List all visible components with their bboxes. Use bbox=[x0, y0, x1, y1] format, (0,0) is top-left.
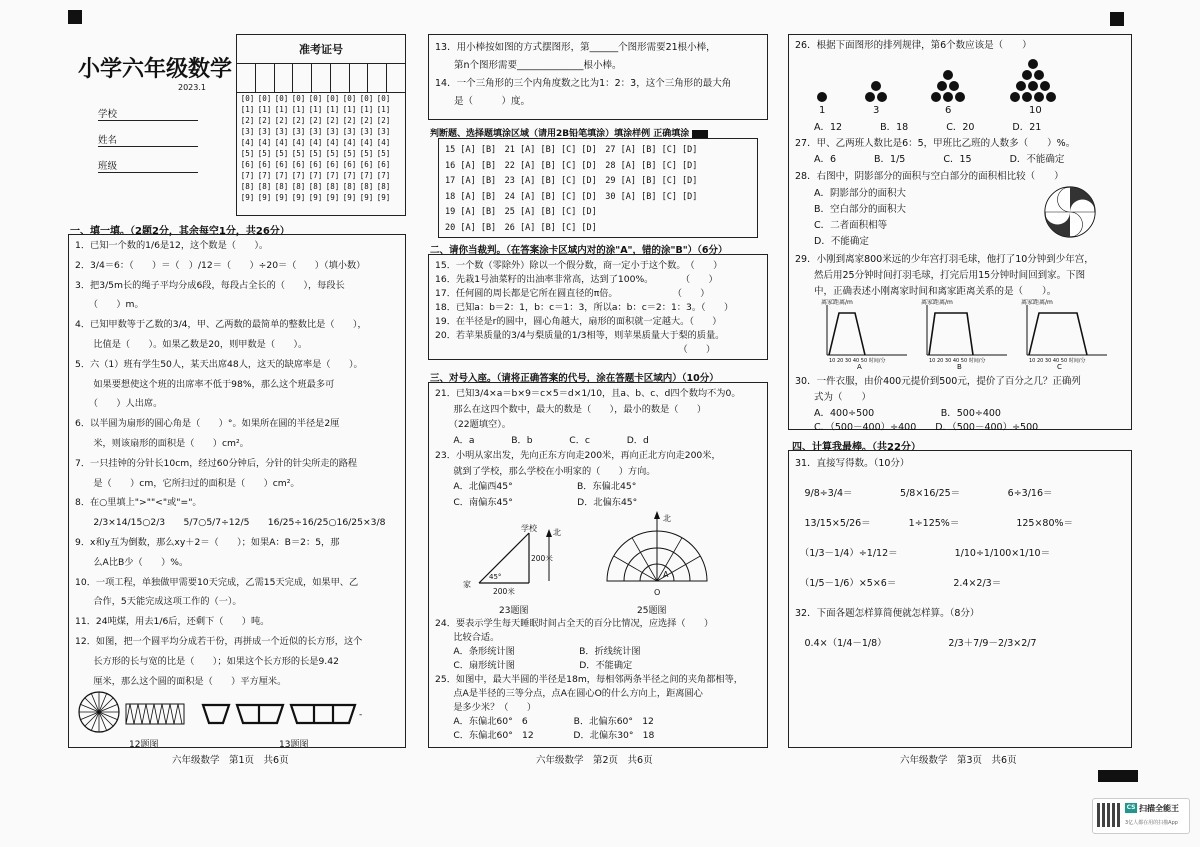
digit-bubble[interactable]: [3] bbox=[359, 127, 374, 136]
digit-bubble[interactable]: [0] bbox=[240, 94, 255, 103]
digit-bubble[interactable]: [4] bbox=[308, 138, 323, 147]
section3b-q-line-6: 点A是半径的三等分点，点A在圆心O的什么方向上，距离圆心 bbox=[435, 688, 703, 699]
digit-bubble[interactable]: [8] bbox=[257, 182, 272, 191]
ticket-bubbles[interactable] bbox=[239, 93, 392, 203]
section3b-q-line-7: 是多少米？（ ） bbox=[435, 702, 537, 713]
section1-line-6: 比值是（ ）。如果乙数是20，则甲数是（ ）。 bbox=[75, 339, 308, 350]
section3b-q-line-8: A．东偏北60° 6 B．北偏东60° 12 bbox=[435, 716, 654, 727]
dot bbox=[1028, 81, 1038, 91]
dot bbox=[865, 92, 875, 102]
digit-bubble[interactable]: [8] bbox=[376, 182, 391, 191]
dot bbox=[949, 81, 959, 91]
ticket-label: 准考证号 bbox=[237, 35, 405, 64]
section2-box bbox=[428, 254, 768, 360]
exam-date: 2023.1 bbox=[178, 83, 206, 92]
section3b-q-line-5: 25．如图中，最大半圆的半径是18m，每相邻两条半径之间的夹角都相等， bbox=[435, 674, 743, 685]
registration-mark bbox=[1110, 12, 1124, 26]
section3b-q-line-4: C．扇形统计图 D．不能确定 bbox=[435, 660, 633, 671]
digit-bubble[interactable]: [9] bbox=[291, 193, 306, 202]
digit-bubble[interactable]: [2] bbox=[291, 116, 306, 125]
digit-bubble[interactable]: [5] bbox=[376, 149, 391, 158]
section4-line-6: 32．下面各题怎样算简便就怎样算。（8分） bbox=[795, 608, 980, 619]
answer-row[interactable]: 18 [A] [B] 24 [A] [B] [C] [D] 30 [A] [B] [C] [D] bbox=[445, 191, 698, 202]
graph-ylabel-a: 离家距离/m bbox=[821, 299, 853, 306]
diagram-north: 北 bbox=[553, 528, 561, 537]
watermark-subtitle: 3亿人都在用的扫描App bbox=[1125, 820, 1178, 826]
bubble-row[interactable] bbox=[239, 148, 392, 159]
dot bbox=[931, 92, 941, 102]
registration-mark bbox=[68, 10, 82, 24]
section1-line-9: （ ）人出席。 bbox=[75, 398, 163, 410]
answer-row[interactable]: 17 [A] [B] 23 [A] [B] [C] [D] 29 [A] [B] [C] [D] bbox=[445, 176, 698, 186]
digit-bubble[interactable]: [7] bbox=[274, 171, 289, 180]
digit-bubble[interactable]: [7] bbox=[325, 171, 340, 180]
digit-bubble[interactable]: [8] bbox=[342, 182, 357, 191]
section4-line-4: （1/3－1/4）÷1/12＝ 1/10÷1/100×1/10＝ bbox=[795, 548, 1051, 559]
bubble-row[interactable] bbox=[239, 181, 392, 192]
digit-bubble[interactable]: [7] bbox=[376, 171, 391, 180]
digit-bubble[interactable]: [3] bbox=[291, 127, 306, 136]
digit-bubble[interactable]: [1] bbox=[274, 105, 289, 114]
graph-label-c: C bbox=[1057, 363, 1062, 369]
watermark-title: 扫描全能王 bbox=[1139, 804, 1179, 813]
section1b-line-2: 第n个图形需要______________根小棒。 bbox=[435, 60, 622, 71]
digit-bubble[interactable]: [3] bbox=[274, 127, 289, 136]
digit-bubble[interactable]: [4] bbox=[240, 138, 255, 147]
section2-line-6: 20．若苹果质量的3/4与梨质量的1/3相等，则苹果质量大于梨的质量。 bbox=[435, 330, 725, 341]
bubble-row[interactable] bbox=[239, 159, 392, 170]
diagram-point-a: A bbox=[663, 570, 669, 579]
section4-line-2: 9/8÷3/4＝ 5/8×16/25＝ 6÷3/16＝ bbox=[795, 488, 1053, 499]
bubble-row[interactable] bbox=[239, 104, 392, 115]
svg-text:-: - bbox=[359, 710, 363, 720]
digit-bubble[interactable]: [8] bbox=[274, 182, 289, 191]
section2-line-3: 17．任何圆的周长都是它所在圆直径的π倍。 （ ） bbox=[435, 288, 710, 299]
digit-bubble[interactable]: [7] bbox=[240, 171, 255, 180]
bubble-row[interactable] bbox=[239, 192, 392, 203]
graph-ylabel-b: 离家距离/m bbox=[921, 299, 953, 306]
answer-row[interactable]: 15 [A] [B] 21 [A] [B] [C] [D] 27 [A] [B] [C] [D] bbox=[445, 145, 698, 155]
section1b-box bbox=[428, 34, 768, 120]
digit-bubble[interactable]: [5] bbox=[257, 149, 272, 158]
digit-bubble[interactable]: [1] bbox=[308, 105, 323, 114]
question-28-option-b: B．空白部分的面积大 bbox=[795, 204, 907, 215]
digit-bubble[interactable]: [6] bbox=[291, 160, 306, 169]
section3b-q-line-2: 比较合适。 bbox=[435, 632, 500, 643]
caption-23: 23题图 bbox=[499, 606, 529, 616]
digit-bubble[interactable]: [0] bbox=[257, 94, 272, 103]
section3-title: 三、对号入座。（请将正确答案的代号，涂在答题卡区域内）（10分） bbox=[430, 373, 719, 384]
digit-bubble[interactable]: [4] bbox=[291, 138, 306, 147]
figure-13-sticks bbox=[199, 703, 399, 727]
digit-bubble[interactable]: [4] bbox=[376, 138, 391, 147]
digit-bubble[interactable]: [2] bbox=[359, 116, 374, 125]
ticket-input-row bbox=[237, 64, 405, 93]
section3-line-5: 23．小明从家出发，先向正东方向走200米，再向正北方向走200米， bbox=[435, 450, 721, 461]
section4-title: 四、计算我最棒。（共22分） bbox=[792, 442, 921, 453]
digit-bubble[interactable]: [5] bbox=[308, 149, 323, 158]
page-footer-2: 六年级数学 第2页 共6页 bbox=[536, 755, 653, 766]
answer-row[interactable]: 20 [A] [B] 26 [A] [B] [C] [D] bbox=[445, 222, 597, 233]
section4-box bbox=[788, 450, 1132, 748]
question-27-options: A．6 B．1/5 C．15 D．不能确定 bbox=[795, 154, 1065, 165]
digit-bubble[interactable]: [0] bbox=[325, 94, 340, 103]
digit-bubble[interactable]: [3] bbox=[376, 127, 391, 136]
section2-line-5: 19．在半径是r的圆中，圆心角越大，扇形的面积就一定越大。（ ） bbox=[435, 316, 722, 327]
caption-13: 13题图 bbox=[279, 740, 309, 750]
digit-bubble[interactable]: [8] bbox=[325, 182, 340, 191]
section3b-q-line-3: A．条形统计图 B．折线统计图 bbox=[435, 646, 641, 657]
section1-line-18: 10．一项工程，单独做甲需要10天完成，乙需15天完成，如果甲、乙 bbox=[75, 576, 359, 588]
digit-bubble[interactable]: [8] bbox=[359, 182, 374, 191]
section1-line-15: 2/3×14/15○2/3 5/7○5/7÷12/5 16/25÷16/25○16/25×3/8 bbox=[75, 517, 386, 529]
dot bbox=[1022, 70, 1032, 80]
digit-bubble[interactable]: [1] bbox=[359, 105, 374, 114]
digit-bubble[interactable]: [5] bbox=[291, 149, 306, 158]
digit-bubble[interactable]: [9] bbox=[257, 193, 272, 202]
dot bbox=[871, 81, 881, 91]
section1-line-22: 长方形的长与宽的比是（ ）；如果这个长方形的长是9.42 bbox=[75, 655, 339, 667]
digit-bubble[interactable]: [2] bbox=[240, 116, 255, 125]
section1-line-2: 2．3/4＝6：（ ）＝（ ）/12＝（ ）÷20＝（ ）（填小数） bbox=[75, 259, 366, 271]
section2-line-7: （ ） bbox=[435, 344, 716, 355]
section1b-line-1: 13．用小棒按如图的方式摆图形，第______个图形需要21根小棒， bbox=[435, 42, 716, 53]
digit-bubble[interactable]: [5] bbox=[342, 149, 357, 158]
section1-line-20: 11．24吨煤，用去1/6后，还剩下（ ）吨。 bbox=[75, 616, 270, 628]
field-class: 班级 bbox=[98, 158, 198, 173]
section1-line-17: 么A比B少（ ）%。 bbox=[75, 556, 189, 568]
dot bbox=[1022, 92, 1032, 102]
digit-bubble[interactable]: [9] bbox=[342, 193, 357, 202]
field-name: 姓名 bbox=[98, 132, 198, 147]
digit-bubble[interactable]: [7] bbox=[359, 171, 374, 180]
figure-23-triangle bbox=[449, 521, 579, 596]
section3-line-1: 21．已知3/4×a＝b×9＝c×5＝d×1/10，且a、b、c、d四个数均不为0。 bbox=[435, 388, 741, 399]
section4-line-1: 31．直接写得数。（10分） bbox=[795, 458, 910, 469]
digit-bubble[interactable]: [6] bbox=[257, 160, 272, 169]
section1-line-7: 5．六（1）班有学生50人，某天出席48人，这天的缺席率是（ ）。 bbox=[75, 358, 363, 370]
digit-bubble[interactable]: [0] bbox=[274, 94, 289, 103]
digit-bubble[interactable]: [3] bbox=[342, 127, 357, 136]
graph-ylabel-c: 离家距离/m bbox=[1021, 299, 1053, 306]
question-27: 27．甲、乙两班人数比是6：5，甲班比乙班的人数多（ ）%。 bbox=[795, 138, 1076, 149]
section1-line-8: 如果要想使这个班的出席率不低于98%，那么这个班最多可 bbox=[75, 378, 335, 390]
digit-bubble[interactable]: [7] bbox=[291, 171, 306, 180]
question-28-option-c: C．二者面积相等 bbox=[795, 220, 888, 231]
digit-bubble[interactable]: [6] bbox=[308, 160, 323, 169]
caption-25: 25题图 bbox=[637, 606, 667, 616]
digit-bubble[interactable]: [2] bbox=[308, 116, 323, 125]
dots-label-3: 3 bbox=[873, 105, 880, 116]
graph-xlabel-b: 10 20 30 40 50 时间/分 bbox=[929, 358, 986, 364]
digit-bubble[interactable]: [2] bbox=[274, 116, 289, 125]
digit-bubble[interactable]: [9] bbox=[308, 193, 323, 202]
question-29-line2: 然后用25分钟时间打羽毛球，打完后用15分钟时间回到家。下图 bbox=[795, 270, 1086, 281]
dots-label-6: 6 bbox=[945, 105, 952, 116]
section1-line-23: 厘米，那么这个圆的面积是（ ）平方厘米。 bbox=[75, 675, 287, 687]
diagram-dist-vertical: 200米 bbox=[531, 554, 553, 563]
diagram-point-o: O bbox=[654, 588, 661, 597]
figure-12-circle bbox=[77, 690, 121, 734]
digit-bubble[interactable]: [9] bbox=[240, 193, 255, 202]
section1b-line-3: 14．一个三角形的三个内角度数之比为1：2：3，这个三角形的最大角 bbox=[435, 78, 732, 89]
digit-bubble[interactable]: [8] bbox=[240, 182, 255, 191]
diagram-angle: 45° bbox=[489, 573, 502, 581]
bubble-row[interactable] bbox=[239, 126, 392, 137]
figure-26-dots bbox=[809, 53, 1109, 117]
digit-bubble[interactable]: [9] bbox=[274, 193, 289, 202]
graph-xlabel-c: 10 20 30 40 50 时间/分 bbox=[1029, 358, 1086, 364]
dot bbox=[943, 92, 953, 102]
digit-bubble[interactable]: [9] bbox=[376, 193, 391, 202]
digit-bubble[interactable]: [0] bbox=[359, 94, 374, 103]
section2-line-1: 15．一个数（零除外）除以一个假分数，商一定小于这个数。 （ ） bbox=[435, 260, 723, 271]
section3-line-8: C．南偏东45° D．北偏东45° bbox=[435, 496, 638, 508]
section1-line-21: 12．如图，把一个圆平均分成若干份，再拼成一个近似的长方形，这个 bbox=[75, 636, 363, 647]
graph-label-b: B bbox=[957, 363, 962, 369]
section1-line-14: 8．在○里填上">""<"或"="。 bbox=[75, 497, 202, 509]
digit-bubble[interactable]: [1] bbox=[257, 105, 272, 114]
section1-line-16: 9．x和y互为倒数，那么xy＋2＝（ ）；如果A：B＝2：5，那 bbox=[75, 537, 340, 548]
digit-bubble[interactable]: [6] bbox=[325, 160, 340, 169]
section1-line-13: 是（ ）cm，它所扫过的面积是（ ）cm²。 bbox=[75, 477, 300, 489]
question-26-options: A．12 B．18 C．20 D．21 bbox=[795, 122, 1042, 133]
section1-line-5: 4．已知甲数等于乙数的3/4，甲、乙两数的最简单的整数比是（ ）， bbox=[75, 319, 367, 331]
digit-bubble[interactable]: [4] bbox=[325, 138, 340, 147]
digit-bubble[interactable]: [2] bbox=[257, 116, 272, 125]
registration-mark bbox=[1098, 770, 1138, 782]
digit-bubble[interactable]: [6] bbox=[240, 160, 255, 169]
question-28: 28．右图中，阴影部分的面积与空白部分的面积相比较（ ） bbox=[795, 171, 1064, 182]
diagram-home: 家 bbox=[463, 580, 471, 589]
page-title: 小学六年级数学 bbox=[78, 56, 233, 82]
section4-line-5: （1/5－1/6）×5×6＝ 2.4×2/3＝ bbox=[795, 578, 1002, 589]
digit-bubble[interactable]: [9] bbox=[325, 193, 340, 202]
bubble-row[interactable] bbox=[239, 115, 392, 126]
digit-bubble[interactable]: [7] bbox=[308, 171, 323, 180]
digit-bubble[interactable]: [5] bbox=[325, 149, 340, 158]
dot bbox=[1010, 92, 1020, 102]
answer-area-box[interactable] bbox=[438, 138, 758, 238]
section3-line-7: A．北偏西45° B．东偏北45° bbox=[435, 481, 637, 492]
digit-bubble[interactable]: [8] bbox=[291, 182, 306, 191]
dot bbox=[1016, 81, 1026, 91]
question-30-options-ab: A．400÷500 B．500÷400 bbox=[795, 408, 1001, 419]
dots-label-10: 10 bbox=[1029, 105, 1042, 116]
section4-line-3: 13/15×5/26＝ 1÷125%＝ 125×80%＝ bbox=[795, 518, 1074, 529]
cs-logo-icon: CS bbox=[1126, 804, 1136, 811]
digit-bubble[interactable]: [3] bbox=[257, 127, 272, 136]
digit-bubble[interactable]: [8] bbox=[308, 182, 323, 191]
section2-line-4: 18．已知a：b＝2：1，b：c＝1：3，所以a：b：c＝2：1：3。（ ） bbox=[435, 302, 734, 313]
section3-line-6: 就到了学校，那么学校在小明家的（ ）方向。 bbox=[435, 465, 656, 477]
digit-bubble[interactable]: [2] bbox=[376, 116, 391, 125]
digit-bubble[interactable]: [0] bbox=[291, 94, 306, 103]
digit-bubble[interactable]: [4] bbox=[274, 138, 289, 147]
digit-bubble[interactable]: [1] bbox=[291, 105, 306, 114]
dot bbox=[943, 70, 953, 80]
section1-box bbox=[68, 234, 406, 748]
answer-area-title: 判断题、选择题填涂区域（请用2B铅笔填涂）填涂样例 正确填涂 bbox=[430, 126, 708, 139]
digit-bubble[interactable]: [3] bbox=[308, 127, 323, 136]
bubble-row[interactable] bbox=[239, 170, 392, 181]
scanner-watermark bbox=[1092, 798, 1190, 834]
bubble-row[interactable] bbox=[239, 93, 392, 104]
digit-bubble[interactable]: [6] bbox=[359, 160, 374, 169]
section1-line-4: （ ）m。 bbox=[75, 299, 144, 311]
digit-bubble[interactable]: [2] bbox=[342, 116, 357, 125]
dot bbox=[1034, 70, 1044, 80]
section3b-q-line-9: C．东偏北60° 12 D．北偏东30° 18 bbox=[435, 730, 655, 741]
diagram-school: 学校 bbox=[521, 524, 537, 533]
dot bbox=[955, 92, 965, 102]
section4-line-7: 0.4×（1/4－1/8） 2/3＋7/9－2/3×2/7 bbox=[795, 638, 1037, 649]
digit-bubble[interactable]: [3] bbox=[240, 127, 255, 136]
digit-bubble[interactable]: [6] bbox=[274, 160, 289, 169]
section2-title: 二、请你当裁判。（在答案涂卡区域内对的涂"A"，错的涂"B"）（6分） bbox=[430, 245, 728, 256]
section1-title: 一、填一填。（2题2分，其余每空1分，共26分） bbox=[70, 226, 290, 237]
digit-bubble[interactable]: [7] bbox=[342, 171, 357, 180]
digit-bubble[interactable]: [7] bbox=[257, 171, 272, 180]
digit-bubble[interactable]: [6] bbox=[342, 160, 357, 169]
digit-bubble[interactable]: [0] bbox=[376, 94, 391, 103]
diagram-dist-horizontal: 200米 bbox=[493, 587, 515, 596]
dot bbox=[1046, 92, 1056, 102]
dot bbox=[937, 81, 947, 91]
caption-12: 12题图 bbox=[129, 740, 159, 750]
bubble-row[interactable] bbox=[239, 137, 392, 148]
figure-28-pinwheel bbox=[1043, 185, 1097, 239]
digit-bubble[interactable]: [3] bbox=[325, 127, 340, 136]
dot bbox=[1028, 59, 1038, 69]
section1-line-3: 3．把3/5m长的绳子平均分成6段，每段占全长的（ ），每段长 bbox=[75, 279, 345, 291]
dot bbox=[877, 92, 887, 102]
page-footer-1: 六年级数学 第1页 共6页 bbox=[172, 755, 289, 766]
field-school: 学校 bbox=[98, 106, 198, 121]
page-footer-3: 六年级数学 第3页 共6页 bbox=[900, 755, 1017, 766]
ticket-number-box bbox=[236, 34, 406, 216]
section3-box bbox=[428, 382, 768, 748]
digit-bubble[interactable]: [4] bbox=[342, 138, 357, 147]
section1-line-12: 7．一只挂钟的分针长10cm，经过60分钟后，分针的针尖所走的路程 bbox=[75, 457, 358, 469]
diagram-north-25: 北 bbox=[663, 514, 671, 523]
dots-label-1: 1 bbox=[819, 105, 826, 116]
section3-line-4: A．a B．b C．c D．d bbox=[435, 434, 649, 446]
section3-line-3: （22题填空）。 bbox=[435, 419, 511, 430]
digit-bubble[interactable]: [6] bbox=[376, 160, 391, 169]
question-30-line2: 式为（ ） bbox=[795, 392, 872, 403]
digit-bubble[interactable]: [1] bbox=[376, 105, 391, 114]
question-26: 26．根据下面图形的排列规律，第6个数应该是（ ） bbox=[795, 40, 1032, 51]
section1-line-11: 米，则该扇形的面积是（ ）cm²。 bbox=[75, 438, 249, 449]
figure-25-semicircle bbox=[599, 509, 719, 599]
digit-bubble[interactable]: [2] bbox=[325, 116, 340, 125]
digit-bubble[interactable]: [1] bbox=[342, 105, 357, 114]
dot bbox=[1034, 92, 1044, 102]
question-30-options-cd: C．（500－400）÷400 D．（500－400）÷500 bbox=[795, 422, 1039, 433]
qr-code-icon bbox=[1097, 803, 1121, 827]
section1-line-10: 6．以半圆为扇形的圆心角是（ ）°。如果所在圆的半径是2厘 bbox=[75, 418, 340, 430]
section3-line-2: 那么在这四个数中，最大的数是（ ），最小的数是（ ） bbox=[435, 403, 707, 415]
dot bbox=[817, 92, 827, 102]
section1-line-19: 合作，5天能完成这项工作的（一）。 bbox=[75, 596, 242, 608]
question-29-line3: 中，正确表述小刚离家时间和离家距离关系的是（ ）。 bbox=[795, 286, 1057, 297]
digit-bubble[interactable]: [0] bbox=[308, 94, 323, 103]
section3b-box bbox=[788, 34, 1132, 433]
digit-bubble[interactable]: [1] bbox=[240, 105, 255, 114]
answer-row[interactable]: 19 [A] [B] 25 [A] [B] [C] [D] bbox=[445, 207, 597, 217]
digit-bubble[interactable]: [9] bbox=[359, 193, 374, 202]
digit-bubble[interactable]: [4] bbox=[359, 138, 374, 147]
graph-label-a: A bbox=[857, 363, 862, 369]
figure-29-graphs bbox=[817, 299, 1117, 369]
figure-12-rectangle bbox=[125, 703, 185, 725]
digit-bubble[interactable]: [0] bbox=[342, 94, 357, 103]
dot bbox=[1040, 81, 1050, 91]
digit-bubble[interactable]: [5] bbox=[359, 149, 374, 158]
question-30-line1: 30．一件衣服，由价400元提价到500元，提价了百分之几？正确列 bbox=[795, 376, 1081, 387]
section1-line-1: 1．已知一个数的1/6是12，这个数是（ ）。 bbox=[75, 240, 269, 251]
question-29-line1: 29．小刚到离家800米远的少年宫打羽毛球，他打了10分钟到少年宫， bbox=[795, 254, 1094, 265]
digit-bubble[interactable]: [4] bbox=[257, 138, 272, 147]
digit-bubble[interactable]: [1] bbox=[325, 105, 340, 114]
graph-xlabel-a: 10 20 30 40 50 时间/分 bbox=[829, 358, 886, 364]
digit-bubble[interactable]: [5] bbox=[240, 149, 255, 158]
section3b-q-line-1: 24．要表示学生每天睡眠时间占全天的百分比情况，应选择（ ） bbox=[435, 618, 714, 629]
section1b-line-4: 是（ ）度。 bbox=[435, 96, 531, 107]
section2-line-2: 16．先栽1号油菜籽的出油率非常高，达到了100%。 （ ） bbox=[435, 274, 718, 285]
question-28-option-d: D．不能确定 bbox=[795, 236, 869, 247]
question-28-option-a: A．阴影部分的面积大 bbox=[795, 188, 906, 199]
answer-row[interactable]: 16 [A] [B] 22 [A] [B] [C] [D] 28 [A] [B] [C] [D] bbox=[445, 160, 698, 171]
digit-bubble[interactable]: [5] bbox=[274, 149, 289, 158]
